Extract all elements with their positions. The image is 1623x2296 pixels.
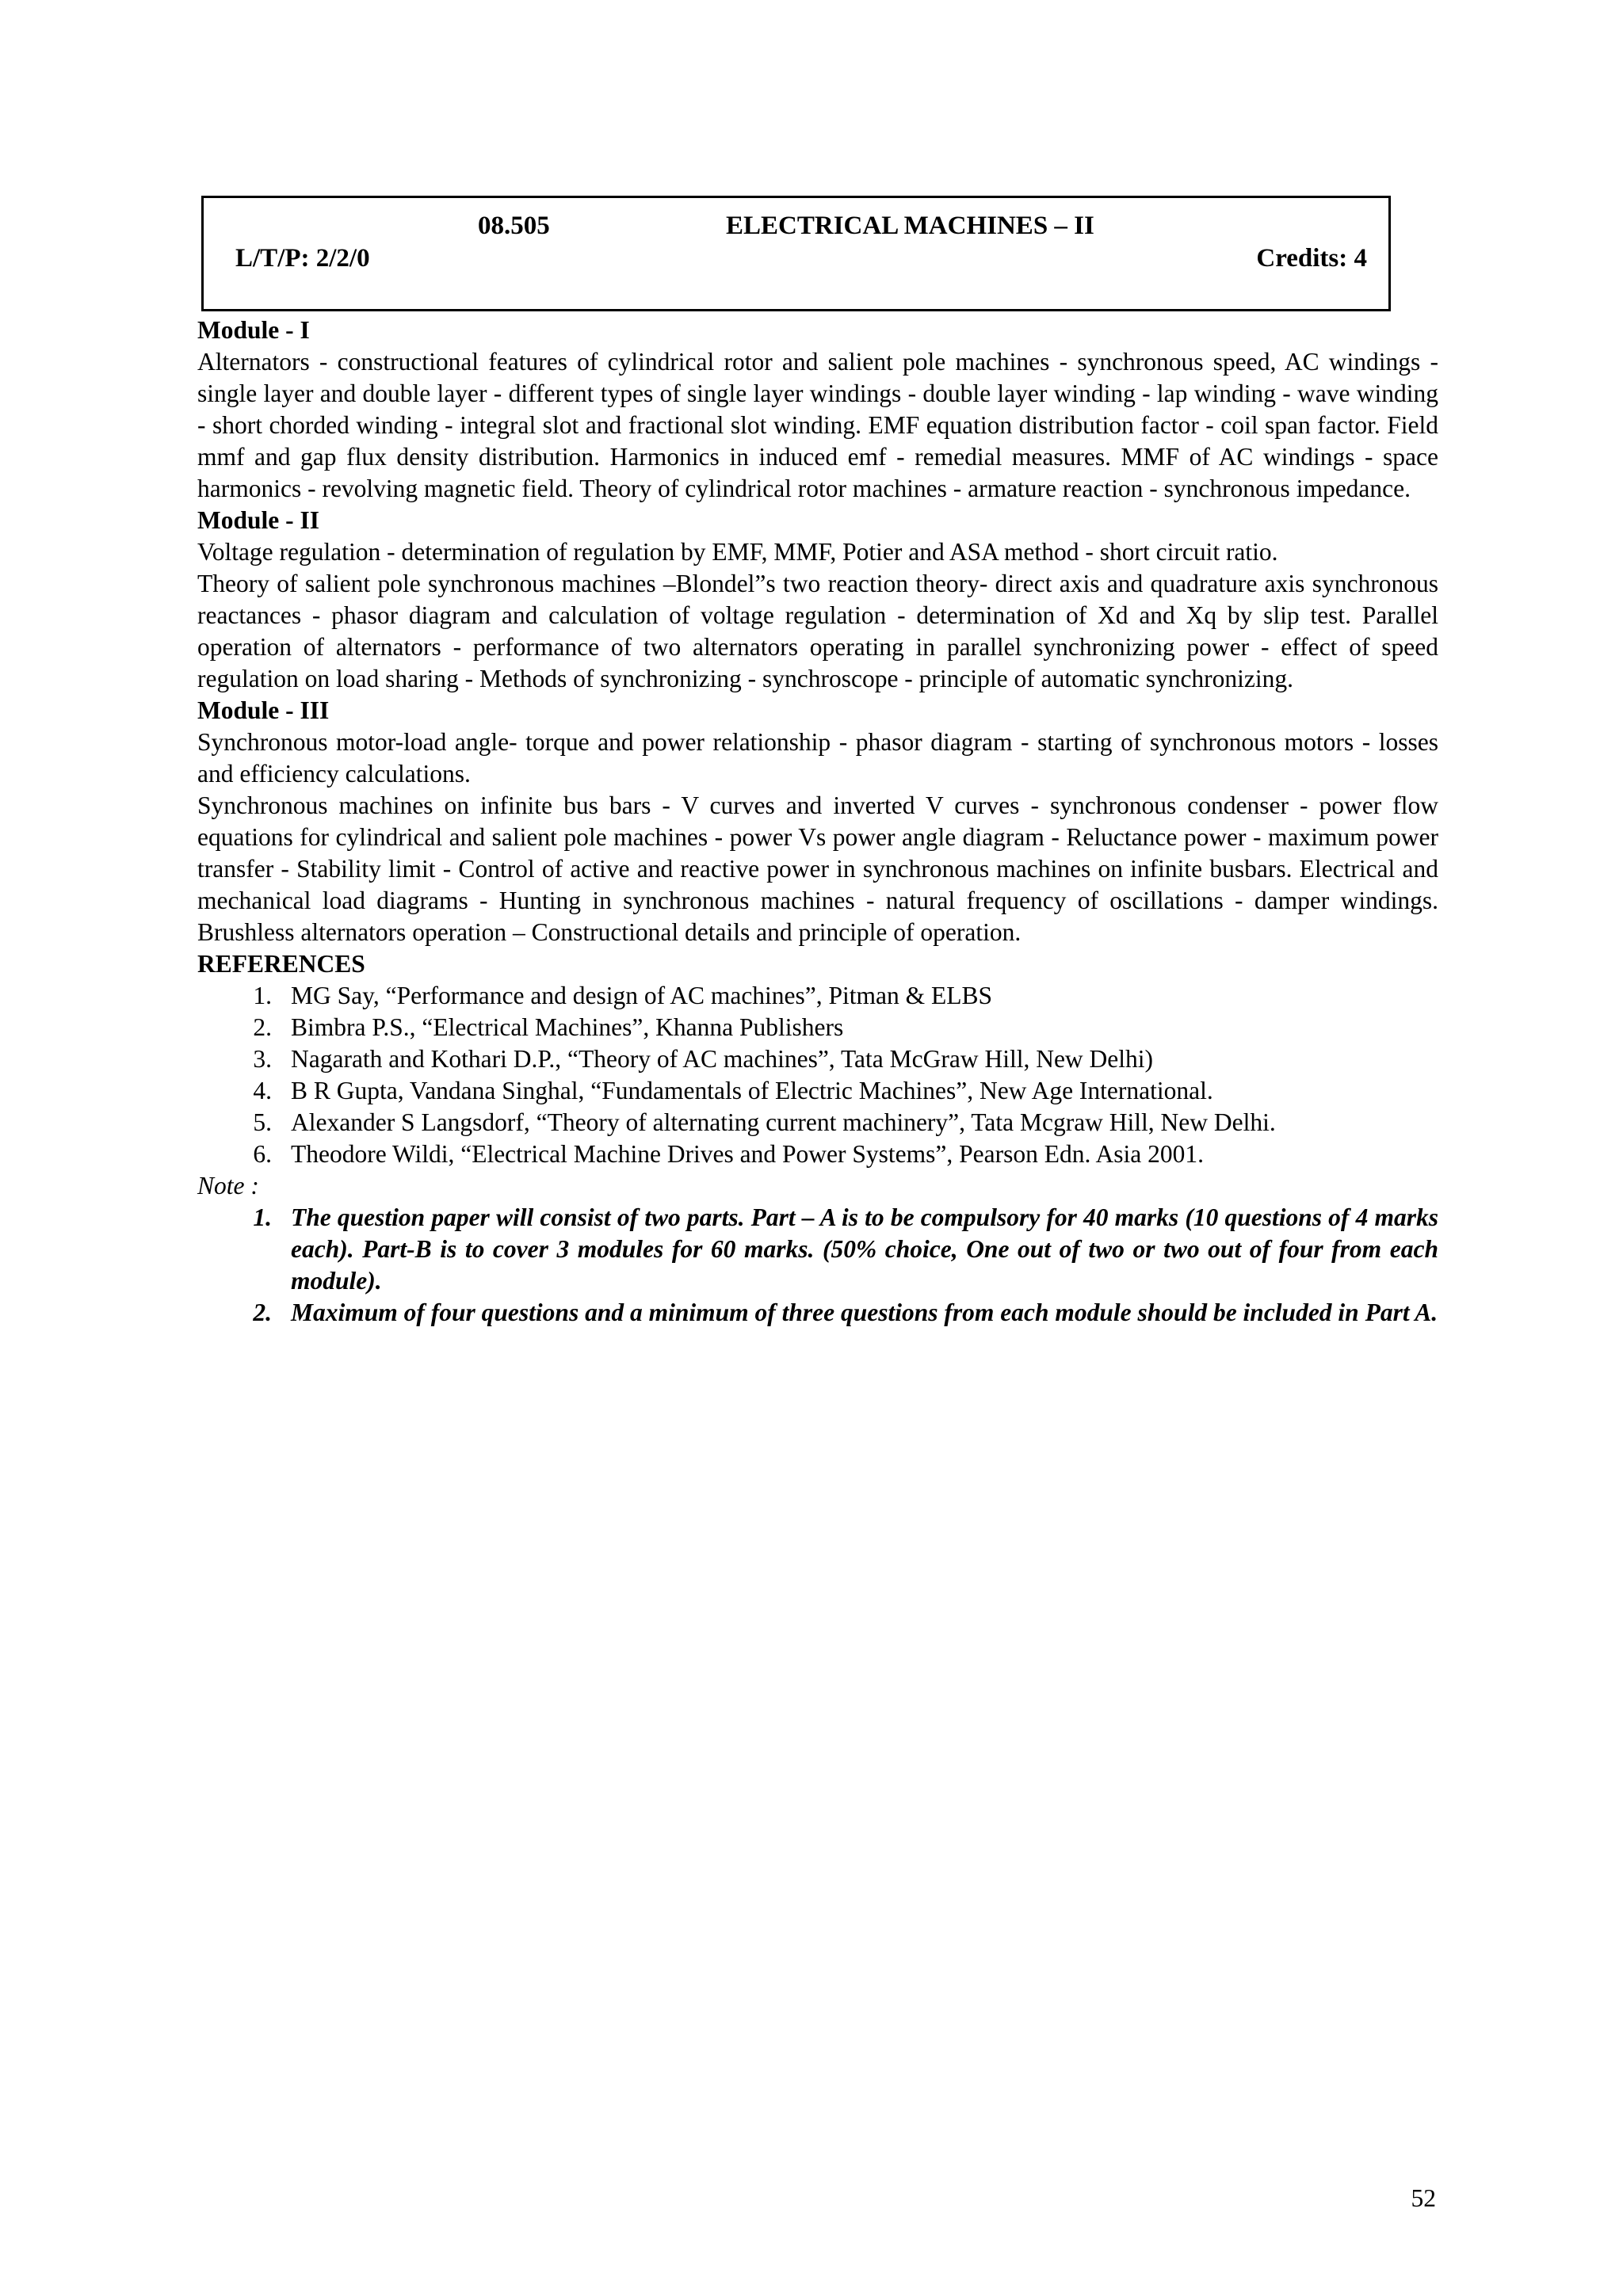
reference-text: Bimbra P.S., “Electrical Machines”, Khanna Publishers bbox=[291, 1013, 844, 1041]
credits-info: Credits: 4 bbox=[1256, 244, 1367, 273]
reference-number: 1. bbox=[253, 982, 272, 1009]
note-number: 1. bbox=[253, 1203, 272, 1231]
reference-item bbox=[197, 1012, 1438, 1043]
note-text: The question paper will consist of two parts. Part – A is to be compulsory for 40 marks (10 questions of 4 marks each). Part-B is to cover 3 modules for 60 marks. (50% choice, One out of two or two out of four from each module). bbox=[291, 1203, 1438, 1295]
reference-text: Nagarath and Kothari D.P., “Theory of AC machines”, Tata McGraw Hill, New Delhi) bbox=[291, 1045, 1154, 1073]
note-item bbox=[197, 1297, 1438, 1329]
references-list bbox=[197, 980, 1438, 1170]
course-code: 08.505 bbox=[478, 212, 550, 240]
note-list bbox=[197, 1202, 1438, 1329]
module-2-heading: Module - II bbox=[197, 506, 320, 534]
note-label: Note : bbox=[197, 1172, 259, 1199]
course-header-box bbox=[201, 196, 1391, 311]
course-title: ELECTRICAL MACHINES – II bbox=[726, 212, 1094, 240]
reference-text: MG Say, “Performance and design of AC machines”, Pitman & ELBS bbox=[291, 982, 993, 1009]
module-1-text: Alternators - constructional features of cylindrical rotor and salient pole machines - synchronous speed, AC windings - single layer and double layer - different types of single layer windings - double layer winding - lap winding - wave winding - short chorded winding - integral slot and fractional slot winding. EMF equation distribution factor - coil span factor. Field mmf and gap flux density distribution. Harmonics in induced emf - remedial measures. MMF of AC windings - space harmonics - revolving magnetic field. Theory of cylindrical rotor machines - armature reaction - synchronous impedance. bbox=[197, 348, 1438, 502]
syllabus-content bbox=[197, 315, 1438, 1329]
module-1-heading: Module - I bbox=[197, 316, 310, 344]
note-item bbox=[197, 1202, 1438, 1297]
reference-item bbox=[197, 1138, 1438, 1170]
references-heading: REFERENCES bbox=[197, 950, 365, 978]
ltp-info: L/T/P: 2/2/0 bbox=[235, 244, 370, 273]
reference-number: 6. bbox=[253, 1140, 272, 1168]
note-text: Maximum of four questions and a minimum of three questions from each module should be included in Part A. bbox=[291, 1299, 1438, 1326]
module-3-text-2: Synchronous machines on infinite bus bars - V curves and inverted V curves - synchronous condenser - power flow equations for cylindrical and salient pole machines - power Vs power angle diagram - Reluctance power - maximum power transfer - Stability limit - Control of active and reactive power in synchronous machines on infinite busbars. Electrical and mechanical load diagrams - Hunting in synchronous machines - natural frequency of oscillations - damper windings. Brushless alternators operation – Constructional details and principle of operation. bbox=[197, 791, 1438, 946]
reference-item bbox=[197, 1043, 1438, 1075]
reference-item bbox=[197, 1075, 1438, 1107]
reference-item bbox=[197, 980, 1438, 1012]
reference-text: Alexander S Langsdorf, “Theory of alternating current machinery”, Tata Mcgraw Hill, New Delhi. bbox=[291, 1108, 1276, 1136]
module-3-text-1: Synchronous motor-load angle- torque and power relationship - phasor diagram - starting of synchronous motors - losses and efficiency calculations. bbox=[197, 728, 1438, 788]
reference-text: B R Gupta, Vandana Singhal, “Fundamentals of Electric Machines”, New Age International. bbox=[291, 1077, 1213, 1104]
page-number: 52 bbox=[1411, 2184, 1436, 2212]
reference-number: 3. bbox=[253, 1045, 272, 1073]
module-2-text-2: Theory of salient pole synchronous machines –Blondel”s two reaction theory- direct axis and quadrature axis synchronous reactances - phasor diagram and calculation of voltage regulation - determination of Xd and Xq by slip test. Parallel operation of alternators - performance of two alternators operating in parallel synchronizing power - effect of speed regulation on load sharing - Methods of synchronizing - synchroscope - principle of automatic synchronizing. bbox=[197, 570, 1438, 692]
reference-number: 4. bbox=[253, 1077, 272, 1104]
reference-number: 2. bbox=[253, 1013, 272, 1041]
reference-number: 5. bbox=[253, 1108, 272, 1136]
module-2-text-1: Voltage regulation - determination of regulation by EMF, MMF, Potier and ASA method - short circuit ratio. bbox=[197, 538, 1278, 566]
reference-item bbox=[197, 1107, 1438, 1138]
reference-text: Theodore Wildi, “Electrical Machine Drives and Power Systems”, Pearson Edn. Asia 2001. bbox=[291, 1140, 1204, 1168]
module-3-heading: Module - III bbox=[197, 696, 330, 724]
note-number: 2. bbox=[253, 1299, 272, 1326]
